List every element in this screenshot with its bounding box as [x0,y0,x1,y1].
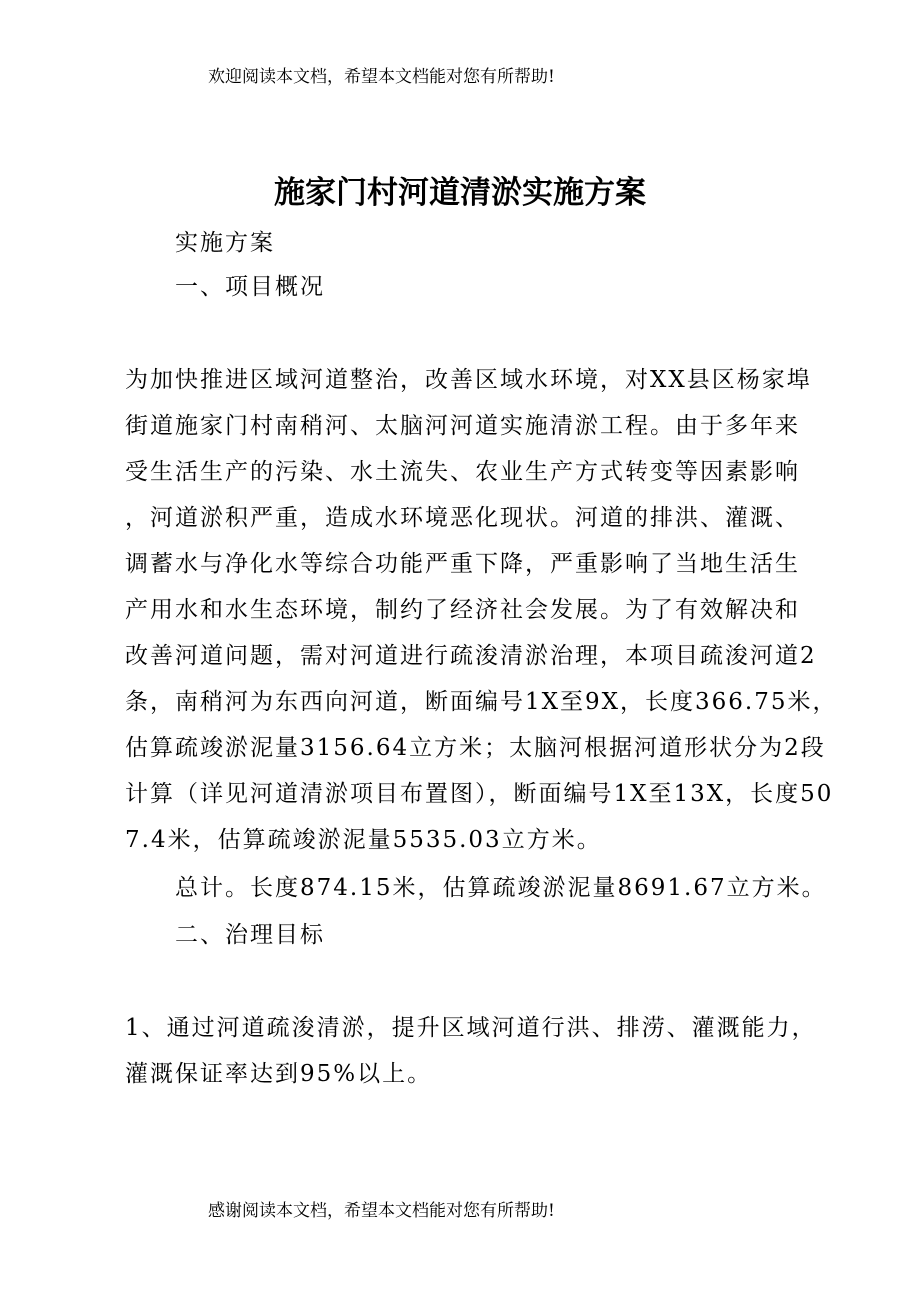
paragraph-line: 灌溉保证率达到95%以上。 [125,1061,433,1087]
paragraph-line: 街道施家门村南稍河、太脑河河道实施清淤工程。由于多年来 [125,413,800,439]
page-footer: 感谢阅读本文档，希望本文档能对您有所帮助! [208,1201,555,1221]
overview-paragraph [125,357,838,863]
section-heading-goals: 二、治理目标 [175,922,325,948]
goal-item-1 [125,1005,815,1097]
paragraph-line: 产用水和水生态环境，制约了经济社会发展。为了有效解决和 [125,597,800,623]
paragraph-line: 1、通过河道疏浚清淤，提升区域河道行洪、排涝、灌溉能力， [125,1015,817,1041]
total-summary: 总计。长度874.15米，估算疏竣淤泥量8691.67立方米。 [175,875,827,901]
paragraph-line: 改善河道问题，需对河道进行疏浚清淤治理，本项目疏浚河道2 [125,643,817,669]
paragraph-line: 估算疏竣淤泥量3156.64立方米；太脑河根据河道形状分为2段 [125,735,826,761]
paragraph-line: ，河道淤积严重，造成水环境恶化现状。河道的排洪、灌溉、 [125,505,800,531]
paragraph-line: 条，南稍河为东西向河道，断面编号1X至9X，长度366.75米， [125,689,838,715]
section-heading-overview: 一、项目概况 [175,274,325,300]
paragraph-line: 计算（详见河道清淤项目布置图），断面编号1X至13X，长度50 [125,781,834,807]
paragraph-line: 7.4米，估算疏竣淤泥量5535.03立方米。 [125,827,602,853]
subtitle: 实施方案 [175,230,275,256]
paragraph-line: 受生活生产的污染、水土流失、农业生产方式转变等因素影响 [125,459,800,485]
paragraph-line: 为加快推进区域河道整治，改善区域水环境，对XX县区杨家埠 [125,367,812,393]
paragraph-line: 调蓄水与净化水等综合功能严重下降，严重影响了当地生活生 [125,551,800,577]
document-title: 施家门村河道清淤实施方案 [274,175,646,211]
page-header: 欢迎阅读本文档，希望本文档能对您有所帮助! [208,67,555,87]
